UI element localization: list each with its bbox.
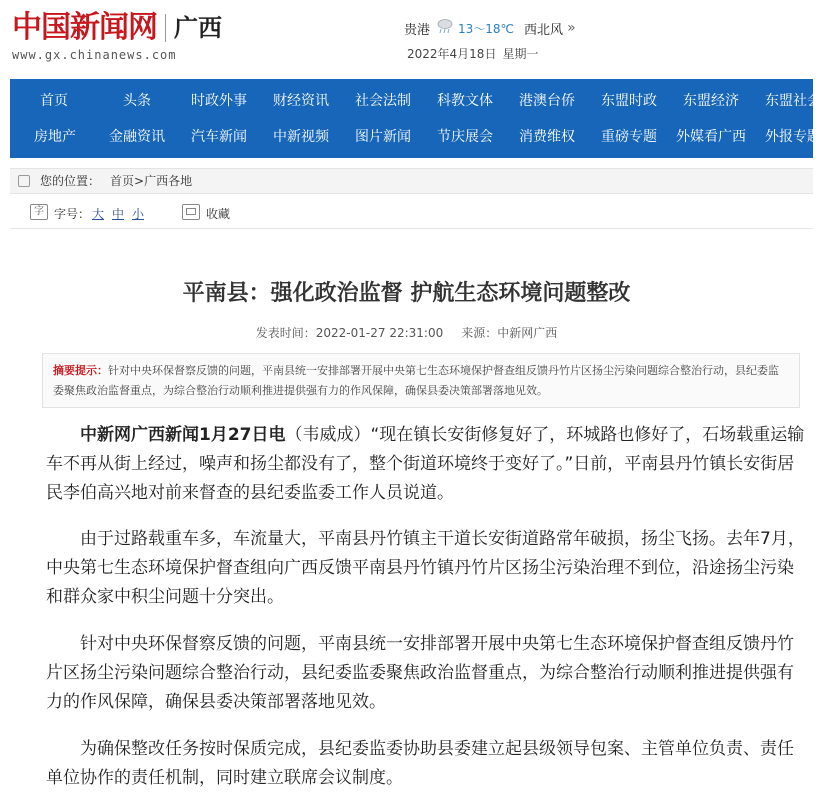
nav-item-foreign-media[interactable]: 外媒看广西 (676, 129, 746, 145)
summary-label: 摘要提示： (53, 364, 108, 377)
publish-time: 发表时间：2022-01-27 22:31:00 (255, 326, 444, 340)
logo-divider (165, 14, 166, 42)
nav-item-special-topics[interactable]: 重磅专题 (601, 129, 657, 145)
nav-item-consumer-rights[interactable]: 消费维权 (519, 129, 575, 145)
favorite-button[interactable]: 收藏 (206, 207, 231, 221)
weather-city: 贵港 (404, 22, 431, 38)
weather-wind: 西北风 (524, 22, 564, 38)
date-text: 2022年4月18日 (407, 47, 497, 61)
nav-item-asean-politics[interactable]: 东盟时政 (601, 93, 657, 109)
breadcrumb (10, 168, 813, 194)
article-paragraph-2: 由于过路载重车多，车流量大，平南县丹竹镇主干道长安街道路常年破损，扬尘飞扬。去年7月，中央第七生态环境保护督查组向广西反馈平南县丹竹镇丹竹片区扬尘污染治理不到位，沿途扬尘污染和群众家中积尘问题十分突出。 (46, 529, 805, 607)
nav-item-politics[interactable]: 时政外事 (191, 93, 247, 109)
nav-item-hk-macao-taiwan[interactable]: 港澳台侨 (519, 93, 575, 109)
favorite-icon[interactable] (182, 204, 200, 220)
nav-row-1 (10, 83, 821, 119)
nav-item-asean-economy[interactable]: 东盟经济 (683, 93, 739, 109)
font-size-large[interactable]: 大 (92, 207, 105, 221)
nav-item-auto-news[interactable]: 汽车新闻 (191, 129, 247, 145)
weather-temp: 13～18℃ (458, 21, 515, 36)
site-url: www.gx.chinanews.com (12, 48, 177, 62)
breadcrumb-path (110, 169, 192, 193)
article-source: 来源：中新网广西 (461, 326, 558, 340)
site-logo[interactable] (12, 10, 222, 62)
article-paragraph-3: 针对中央环保督察反馈的问题，平南县统一安排部署开展中央第七生态环境保护督查组反馈丹竹片区扬尘污染问题综合整治行动，县纪委监委聚焦政治监督重点，为综合整治行动顺利推进提供强有力的作风保障，确保县委决策部署落地见效。 (46, 634, 794, 712)
location-icon (18, 175, 30, 187)
nav-item-finance[interactable]: 财经资讯 (273, 93, 329, 109)
nav-item-financial-news[interactable]: 金融资讯 (109, 129, 165, 145)
summary-text: 针对中央环保督察反馈的问题，平南县统一安排部署开展中央第七生态环境保护督查组反馈丹竹片区扬尘污染问题综合整治行动，县纪委监委聚焦政治监督重点，为综合整治行动顺利推进提供强有力的作风保障，确保县委决策部署落地见效。 (53, 364, 779, 397)
nav-item-foreign-reports[interactable]: 外报专题 (765, 129, 821, 145)
breadcrumb-label: 您的位置： (40, 174, 101, 188)
weekday-text: 星期一 (502, 47, 539, 61)
site-header (0, 0, 813, 75)
article-paragraph-4: 为确保整改任务按时保质完成，县纪委监委协助县委建立起县级领导包案、主管单位负责、责任单位协作的责任机制，同时建立联席会议制度。 (46, 739, 794, 788)
nav-item-home[interactable]: 首页 (40, 93, 68, 109)
font-size-label: 字号： (54, 207, 91, 221)
weather-more-link[interactable]: » (567, 20, 576, 36)
article-title: 平南县：强化政治监督 护航生态环境问题整改 (182, 281, 631, 306)
nav-item-education[interactable]: 科教文体 (437, 93, 493, 109)
nav-item-headlines[interactable]: 头条 (123, 93, 151, 109)
nav-item-festivals[interactable]: 节庆展会 (437, 129, 493, 145)
breadcrumb-home-link[interactable]: 首页 (110, 174, 135, 188)
font-size-icon: 字 (30, 204, 48, 220)
article-meta (0, 324, 813, 341)
nav-item-photo-news[interactable]: 图片新闻 (355, 129, 411, 145)
article-tools (10, 196, 813, 229)
article-paragraph-1 (46, 421, 806, 508)
font-size-small[interactable]: 小 (132, 207, 145, 221)
cloud-rain-icon (436, 18, 454, 38)
weather-widget (404, 18, 576, 38)
nav-item-asean-society[interactable]: 东盟社会 (765, 93, 821, 109)
nav-item-society-law[interactable]: 社会法制 (355, 93, 411, 109)
logo-region: 广西 (174, 14, 222, 42)
nav-item-real-estate[interactable]: 房地产 (34, 129, 76, 145)
current-date (407, 45, 544, 62)
breadcrumb-section-link[interactable]: 广西各地 (144, 174, 193, 188)
nav-item-video[interactable]: 中新视频 (273, 129, 329, 145)
font-size-medium[interactable]: 中 (112, 207, 125, 221)
paragraph-1-text: （韦威成）“现在镇长安街修复好了，环城路也修好了，石场载重运输车不再从街上经过，噪声和扬尘都没有了，整个街道环境终于变好了。”日前，平南县丹竹镇长安街居民李伯高兴地对前来督查的县纪委监委工作人员说道。 (46, 425, 805, 503)
dateline: 中新网广西新闻1月27日电 (80, 425, 286, 445)
main-nav (10, 79, 821, 158)
article-summary (42, 353, 800, 408)
nav-row-2 (10, 119, 821, 155)
logo-text: 中国新闻网 (12, 10, 157, 45)
breadcrumb-separator: > (134, 174, 145, 188)
